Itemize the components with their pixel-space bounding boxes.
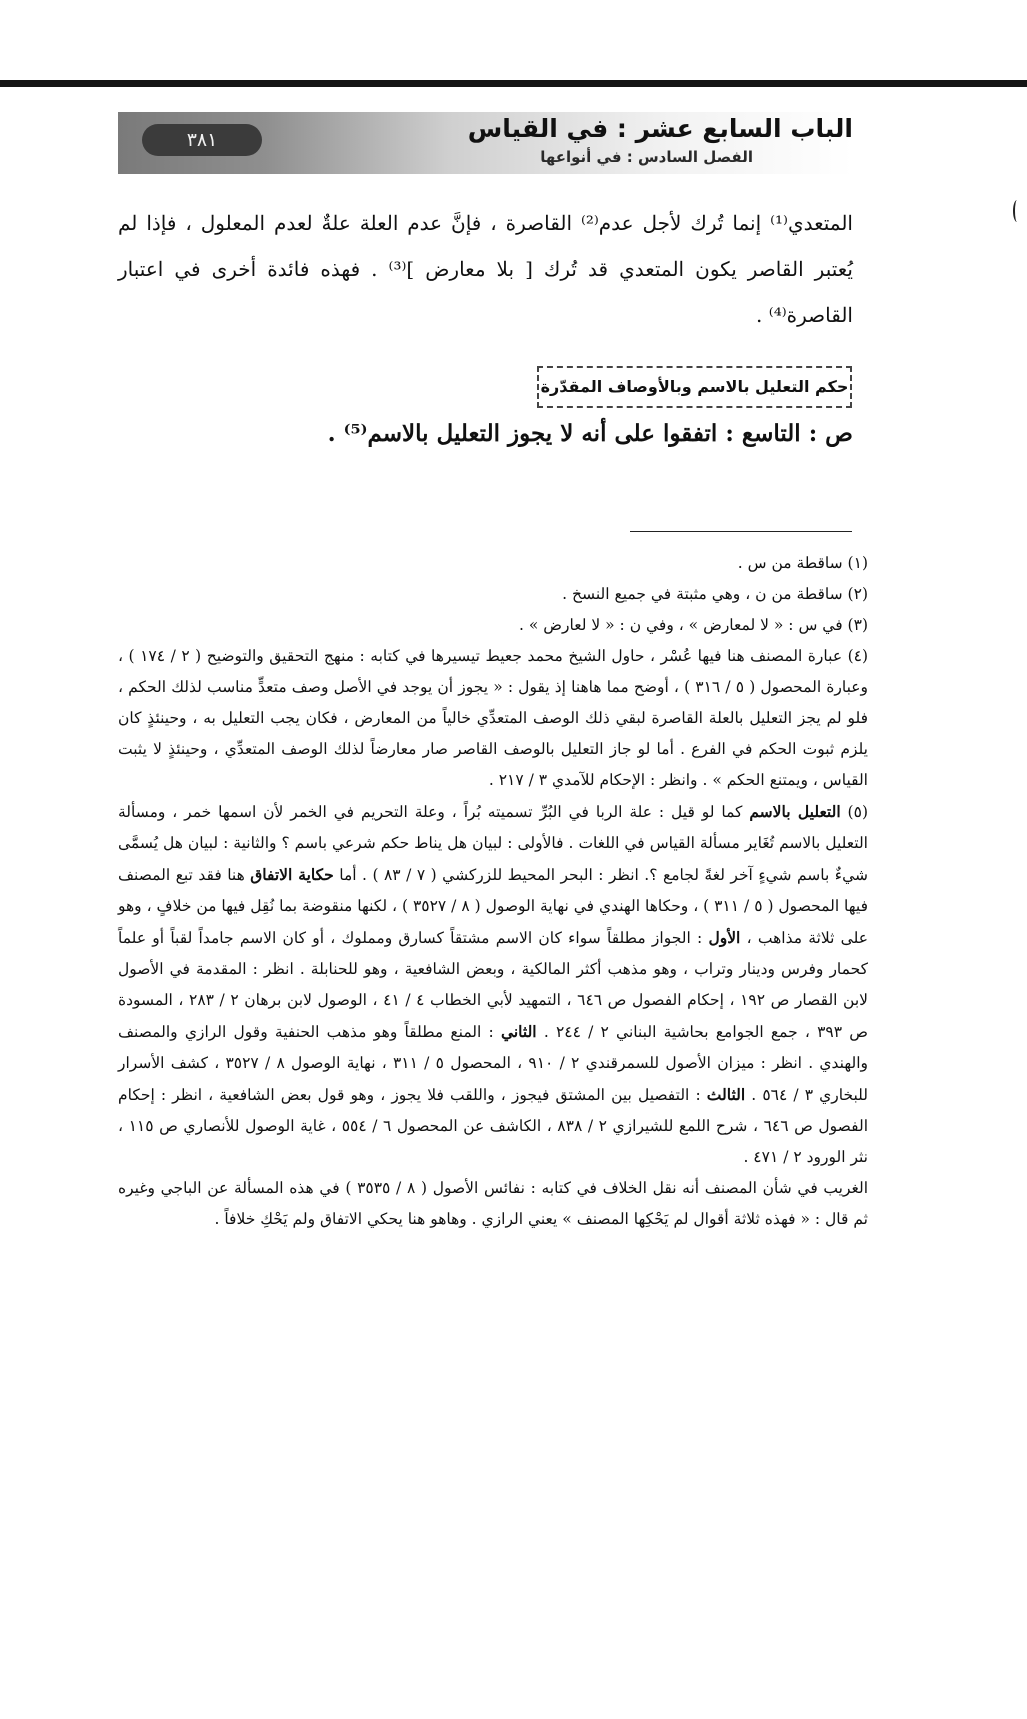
footnote-5-closing: الغريب في شأن المصنف أنه نقل الخلاف في كتابه : نفائس الأصول ( ٨ / ٣٥٣٥ ) في هذه المسألة عن الباجي وغيره ثم قال : « فهذه ثلاثة أقوال لم يَحْكِها المصنف » يعني الرازي . وهاهو هنا يحكي الاتفاق ولم يَحْكِ خلافاً . [118, 1179, 868, 1228]
term-hikayat-al-ittifaq: حكاية الاتفاق [250, 865, 334, 884]
footnotes [118, 548, 868, 1235]
term-third-opinion: الثالث [706, 1085, 746, 1104]
statement-line: ص : التاسع : اتفقوا على أنه لا يجوز التعليل بالاسم⁽⁵⁾ . [327, 420, 853, 447]
footnote-5-part2: هنا فقد تبع المصنف فيها المحصول ( ٥ / ٣١١ ) ، وحكاها الهندي في نهاية الوصول ( ٨ / ٣٥٢٧ ) ، لكنها منقوضة بما نُقِل فيها من خلافٍ ، وهو على ثلاثة مذاهب ، [118, 866, 869, 947]
chapter-title: الباب السابع عشر : في القياس [467, 114, 853, 143]
page-header [118, 112, 853, 174]
page-number: ٣٨١ [142, 124, 262, 156]
term-second-opinion: الثاني [500, 1022, 537, 1041]
footnote-1: (١) ساقطة من س . [737, 554, 868, 572]
term-first-opinion: الأول [708, 928, 741, 947]
footnote-5-part5: : التفصيل بين المشتق فيجوز ، واللقب فلا يجوز ، وهو قول بعض الشافعية ، انظر : إحكام الفصول ص ٦٤٦ ، شرح اللمع للشيرازي ٢ / ٨٣٨ ، الكاشف عن المحصول ٦ / ٥٥٤ ، غاية الوصول للأنصاري ص ١١٥ ، نثر الورود ٢ / ٤٧١ . [118, 1086, 868, 1166]
footnote-3: (٣) في س : « لا لمعارض » ، وفي ن : « لا لعارض » . [519, 616, 868, 634]
main-paragraph: المتعدي⁽¹⁾ إنما تُرك لأجل عدم⁽²⁾ القاصرة ، فإنَّ عدم العلة علةٌ لعدم المعلول ، فإذا لم يُعتبر القاصر يكون المتعدي قد تُرك [ بلا معارض ]⁽³⁾ . فهذه فائدة أخرى في اعتبار القاصرة⁽⁴⁾ . [118, 211, 853, 327]
top-rule [0, 80, 1027, 87]
footnote-4: (٤) عبارة المصنف هنا فيها عُسْر ، حاول الشيخ محمد جعيط تيسيرها في كتابه : منهج التحقيق والتوضيح ( ٢ / ١٧٤ ) ، وعبارة المحصول ( ٥ / ٣١٦ ) ، أوضح مما هاهنا إذ يقول : « يجوز أن يوجد في الأصل وصف متعدٍّ مناسب لذلك الحكم ، فلو لم يجز التعليل بالعلة القاصرة لبقي ذلك الوصف المتعدِّي خالياً من المعارض ، فكان يجب التعليل به ، وحينئذٍ كان يلزم ثبوت الحكم في الفرع . أما لو جاز التعليل بالوصف القاصر صار معارضاً لذلك الوصف المتعدِّي ، وحينئذٍ لا يثبت القياس ، ويمتنع الحكم » . وانظر : الإحكام للآمدي ٣ / ٢١٧ . [118, 647, 869, 789]
term-taalil-bil-ism: التعليل بالاسم [749, 802, 841, 821]
main-text [118, 200, 853, 338]
section-subtitle: الفصل السادس : في أنواعها [540, 148, 753, 166]
section-heading-box: حكم التعليل بالاسم وبالأوصاف المقدّرة [537, 366, 852, 408]
margin-bracket-mark [1013, 200, 1021, 222]
footnote-5 [118, 796, 868, 1173]
footnote-5-number: (٥) [847, 803, 868, 821]
footnote-separator [630, 531, 852, 532]
footnote-5-part3: : الجواز مطلقاً سواء كان الاسم مشتقاً كسارق ومملوك ، أو كان الاسم جامداً لقباً أو علماً كحمار وفرس ودينار وتراب ، وهو مذهب أكثر المالكية ، وبعض الشافعية ، وهو للحنابلة . انظر : المقدمة في الأصول لابن القصار ص ١٩٢ ، إحكام الفصول ص ٦٤٦ ، التمهيد لأبي الخطاب ٤ / ٤١ ، الوصول لابن برهان ٢ / ٢٨٣ ، المسودة ص ٣٩٣ ، جمع الجوامع بحاشية البناني ٢ / ٢٤٤ . [118, 929, 868, 1041]
footnote-5-part4: : المنع مطلقاً وهو مذهب الحنفية وقول الرازي والمصنف والهندي . انظر : ميزان الأصول للسمرقندي ٢ / ٩١٠ ، المحصول ٥ / ٣١١ ، نهاية الوصول ٨ / ٣٥٢٧ ، كشف الأسرار للبخاري ٣ / ٥٦٤ . [118, 1023, 869, 1104]
footnote-5-part1: كما لو قيل : علة الربا في البُرِّ تسميته بُراً ، وعلة التحريم في الخمر لأن اسمها خمر ، ومسألة التعليل بالاسم تُغَاير مسألة القياس في اللغات . فالأولى : لبيان هل يناط حكم شرعي باسم ؟ والثانية : لبيان هل يُسمَّى شيءٌ باسم شيءٍ آخر لغةً لجامع ؟. انظر : البحر المحيط للزركشي ( ٧ / ٨٣ ) . أما [118, 803, 869, 884]
footnote-2: (٢) ساقطة من ن ، وهي مثبتة في جميع النسخ . [562, 585, 868, 603]
